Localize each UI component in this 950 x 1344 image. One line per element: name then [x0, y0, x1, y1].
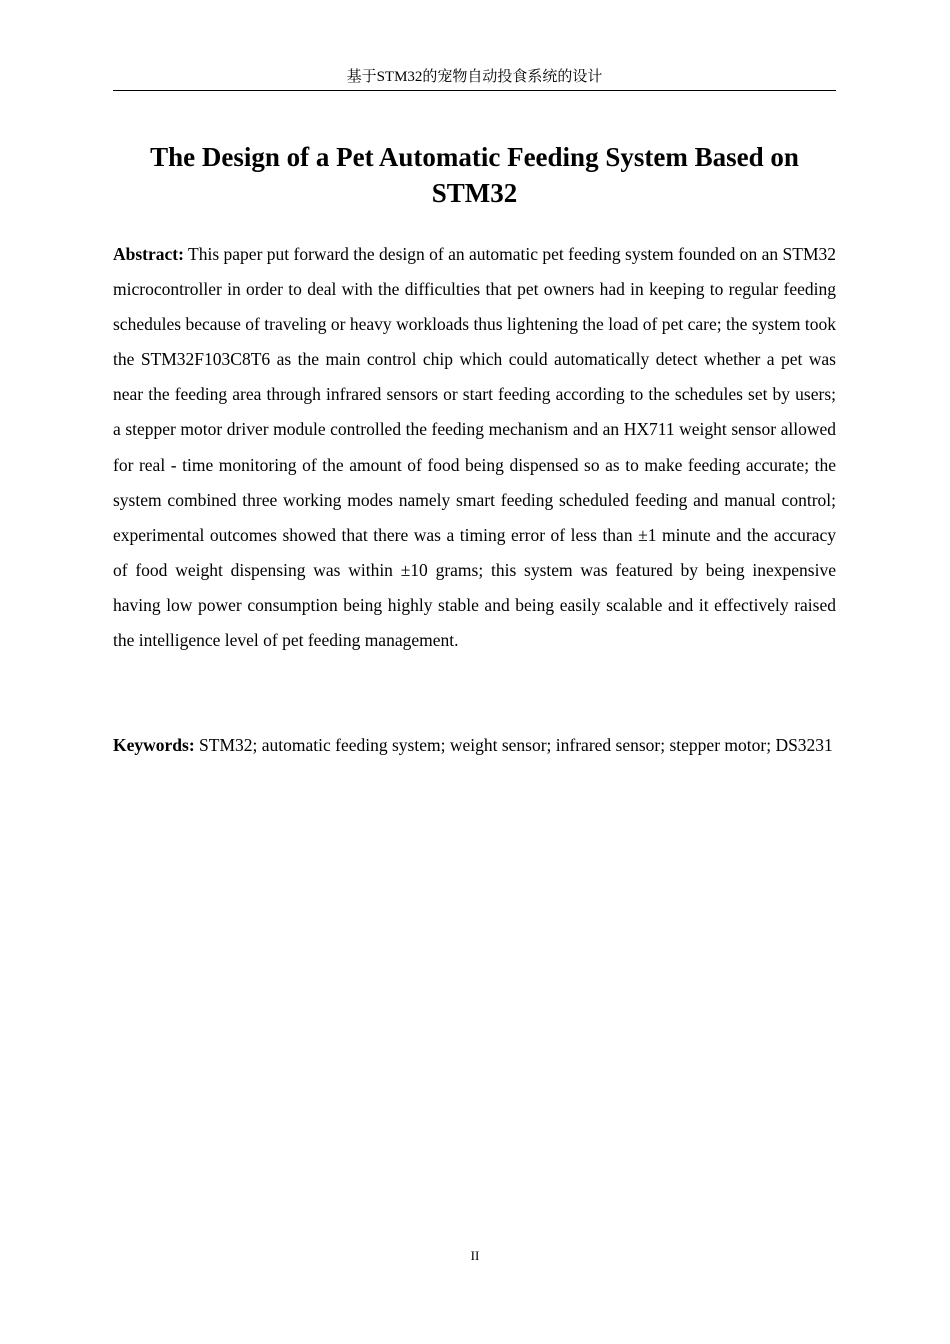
- running-header: [113, 66, 836, 91]
- page-number: II: [470, 1248, 480, 1263]
- keywords-label: Keywords:: [113, 735, 195, 755]
- paper-title: The Design of a Pet Automatic Feeding System Based on STM32: [150, 142, 799, 208]
- abstract-label: Abstract:: [113, 244, 184, 264]
- keywords-paragraph: [113, 728, 836, 763]
- keywords-text: STM32; automatic feeding system; weight sensor; infrared sensor; stepper motor; DS3231: [199, 735, 833, 755]
- abstract-paragraph: [113, 237, 836, 658]
- abstract-text: This paper put forward the design of an automatic pet feeding system founded on an STM32 microcontroller in order to deal with the difficulties that pet owners had in keeping to regular feeding schedules because of traveling or heavy workloads thus lightening the load of pet care; the system took the STM32F103C8T6 as the main control chip which could automatically detect whether a pet was near the feeding area through infrared sensors or start feeding according to the schedules set by users; a stepper motor driver module controlled the feeding mechanism and an HX711 weight sensor allowed for real - time monitoring of the amount of food being dispensed so as to make feeding accurate; the system combined three working modes namely smart feeding scheduled feeding and manual control; experimental outcomes showed that there was a timing error of less than ±1 minute and the accuracy of food weight dispensing was within ±10 grams; this system was featured by being inexpensive having low power consumption being highly stable and being easily scalable and it effectively raised the intelligence level of pet feeding management.: [113, 244, 837, 651]
- running-header-title: 基于STM32的宠物自动投食系统的设计: [346, 69, 603, 85]
